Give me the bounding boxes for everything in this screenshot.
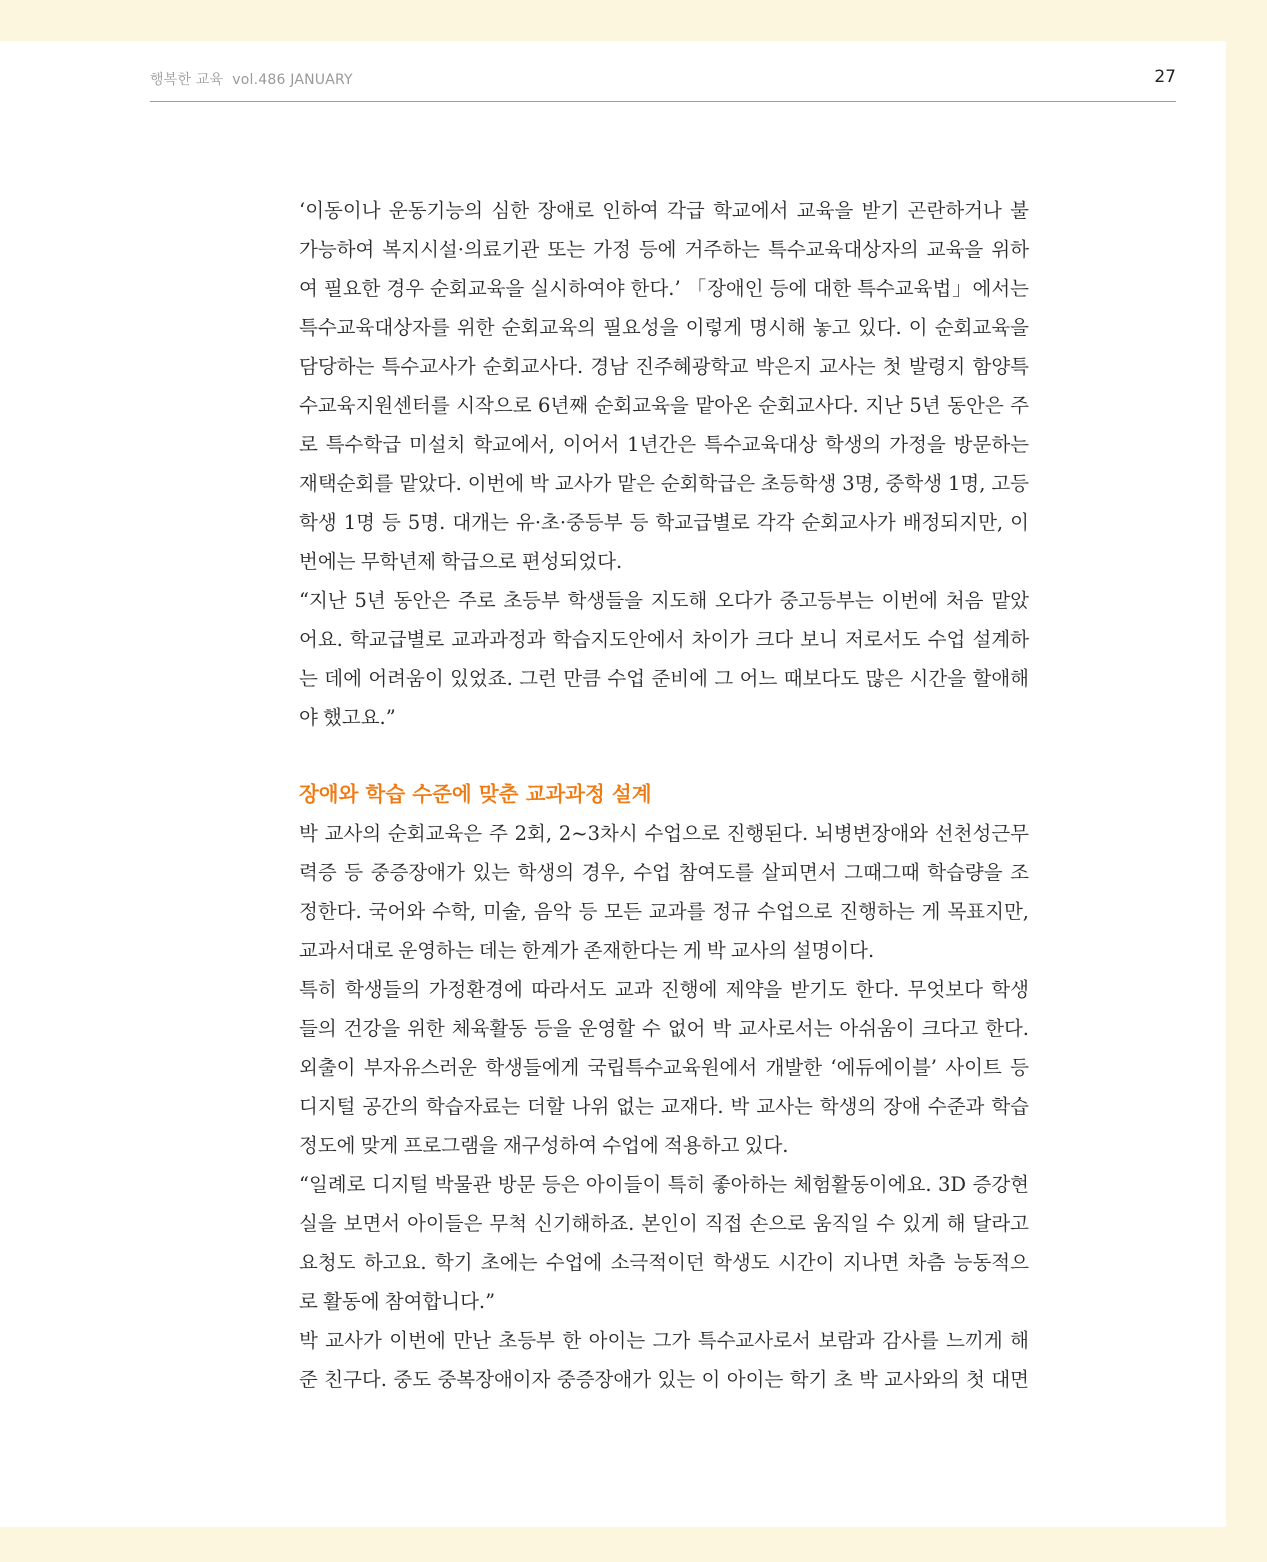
section-spacer <box>299 737 1029 775</box>
text-line: 박 교사가 이번에 만난 초등부 한 아이는 그가 특수교사로서 보람과 감사를 느끼게 해 <box>299 1329 1029 1352</box>
text-line: 담당하는 특수교사가 순회교사다. 경남 진주혜광학교 박은지 교사는 첫 발령지 함양특 <box>299 355 1029 378</box>
section-heading: 장애와 학습 수준에 맞춘 교과과정 설계 <box>299 782 652 806</box>
article-body <box>299 191 1029 1399</box>
text-line: 가능하여 복지시설·의료기관 또는 가정 등에 거주하는 특수교육대상자의 교육을 위하 <box>299 238 1029 261</box>
text-line: “지난 5년 동안은 주로 초등부 학생들을 지도해 오다가 중고등부는 이번에 처음 맡았 <box>299 589 1029 612</box>
text-line: 준 친구다. 중도 중복장애이자 중증장애가 있는 이 아이는 학기 초 박 교사와의 첫 대면 <box>299 1368 1029 1391</box>
issue-label: vol.486 JANUARY <box>232 72 353 88</box>
text-line: 정도에 맞게 프로그램을 재구성하여 수업에 적용하고 있다. <box>299 1134 789 1157</box>
text-line: 특수교육대상자를 위한 순회교육의 필요성을 이렇게 명시해 놓고 있다. 이 순회교육을 <box>299 316 1029 339</box>
text-line: 들의 건강을 위한 체육활동 등을 운영할 수 없어 박 교사로서는 아쉬움이 크다고 한다. <box>299 1017 1029 1040</box>
running-title <box>150 69 353 89</box>
text-line: 야 했고요.” <box>299 706 396 729</box>
text-line: 외출이 부자유스러운 학생들에게 국립특수교육원에서 개발한 ‘에듀에이블’ 사이트 등 <box>299 1056 1029 1079</box>
paragraph-student-story <box>299 1321 1029 1399</box>
paragraph-home-environment <box>299 970 1029 1165</box>
paragraph-quote-1 <box>299 581 1029 737</box>
text-line: 재택순회를 맡았다. 이번에 박 교사가 맡은 순회학급은 초등학생 3명, 중학생 1명, 고등 <box>299 472 1029 495</box>
text-line: 요청도 하고요. 학기 초에는 수업에 소극적이던 학생도 시간이 지나면 차츰 능동적으 <box>299 1251 1029 1274</box>
text-line: 특히 학생들의 가정환경에 따라서도 교과 진행에 제약을 받기도 한다. 무엇보다 학생 <box>299 978 1029 1001</box>
text-line: 정한다. 국어와 수학, 미술, 음악 등 모든 교과를 정규 수업으로 진행하는 게 목표지만, <box>299 900 1029 923</box>
text-line: 로 활동에 참여합니다.” <box>299 1290 496 1313</box>
text-line: 는 데에 어려움이 있었죠. 그런 만큼 수업 준비에 그 어느 때보다도 많은 시간을 할애해 <box>299 667 1029 690</box>
text-line: 박 교사의 순회교육은 주 2회, 2~3차시 수업으로 진행된다. 뇌병변장애와 선천성근무 <box>299 822 1029 845</box>
text-line: 로 특수학급 미설치 학교에서, 이어서 1년간은 특수교육대상 학생의 가정을 방문하는 <box>299 433 1029 456</box>
text-line: 어요. 학교급별로 교과과정과 학습지도안에서 차이가 크다 보니 저로서도 수업 설계하 <box>299 628 1029 651</box>
text-line: 디지털 공간의 학습자료는 더할 나위 없는 교재다. 박 교사는 학생의 장애 수준과 학습 <box>299 1095 1029 1118</box>
text-line: 번에는 무학년제 학급으로 편성되었다. <box>299 550 623 573</box>
paragraph-statute-intro <box>299 191 1029 581</box>
text-line: 실을 보면서 아이들은 무척 신기해하죠. 본인이 직접 손으로 움직일 수 있게 해 달라고 <box>299 1212 1029 1235</box>
paragraph-curriculum <box>299 814 1029 970</box>
page-header <box>150 67 1176 102</box>
magazine-name: 행복한 교육 <box>150 72 224 88</box>
text-line: “일례로 디지털 박물관 방문 등은 아이들이 특히 좋아하는 체험활동이에요. 3D 증강현 <box>299 1173 1029 1196</box>
page-number: 27 <box>1154 67 1176 87</box>
text-line: 력증 등 중증장애가 있는 학생의 경우, 수업 참여도를 살피면서 그때그때 학습량을 조 <box>299 861 1029 884</box>
text-line: 수교육지원센터를 시작으로 6년째 순회교육을 맡아온 순회교사다. 지난 5년 동안은 주 <box>299 394 1029 417</box>
text-line: 교과서대로 운영하는 데는 한계가 존재한다는 게 박 교사의 설명이다. <box>299 939 875 962</box>
text-line: 학생 1명 등 5명. 대개는 유·초·중등부 등 학교급별로 각각 순회교사가 배정되지만, 이 <box>299 511 1029 534</box>
text-line: 여 필요한 경우 순회교육을 실시하여야 한다.’ 「장애인 등에 대한 특수교육법」에서는 <box>299 277 1029 300</box>
paragraph-quote-2 <box>299 1165 1029 1321</box>
text-line: ‘이동이나 운동기능의 심한 장애로 인하여 각급 학교에서 교육을 받기 곤란하거나 불 <box>299 199 1029 222</box>
